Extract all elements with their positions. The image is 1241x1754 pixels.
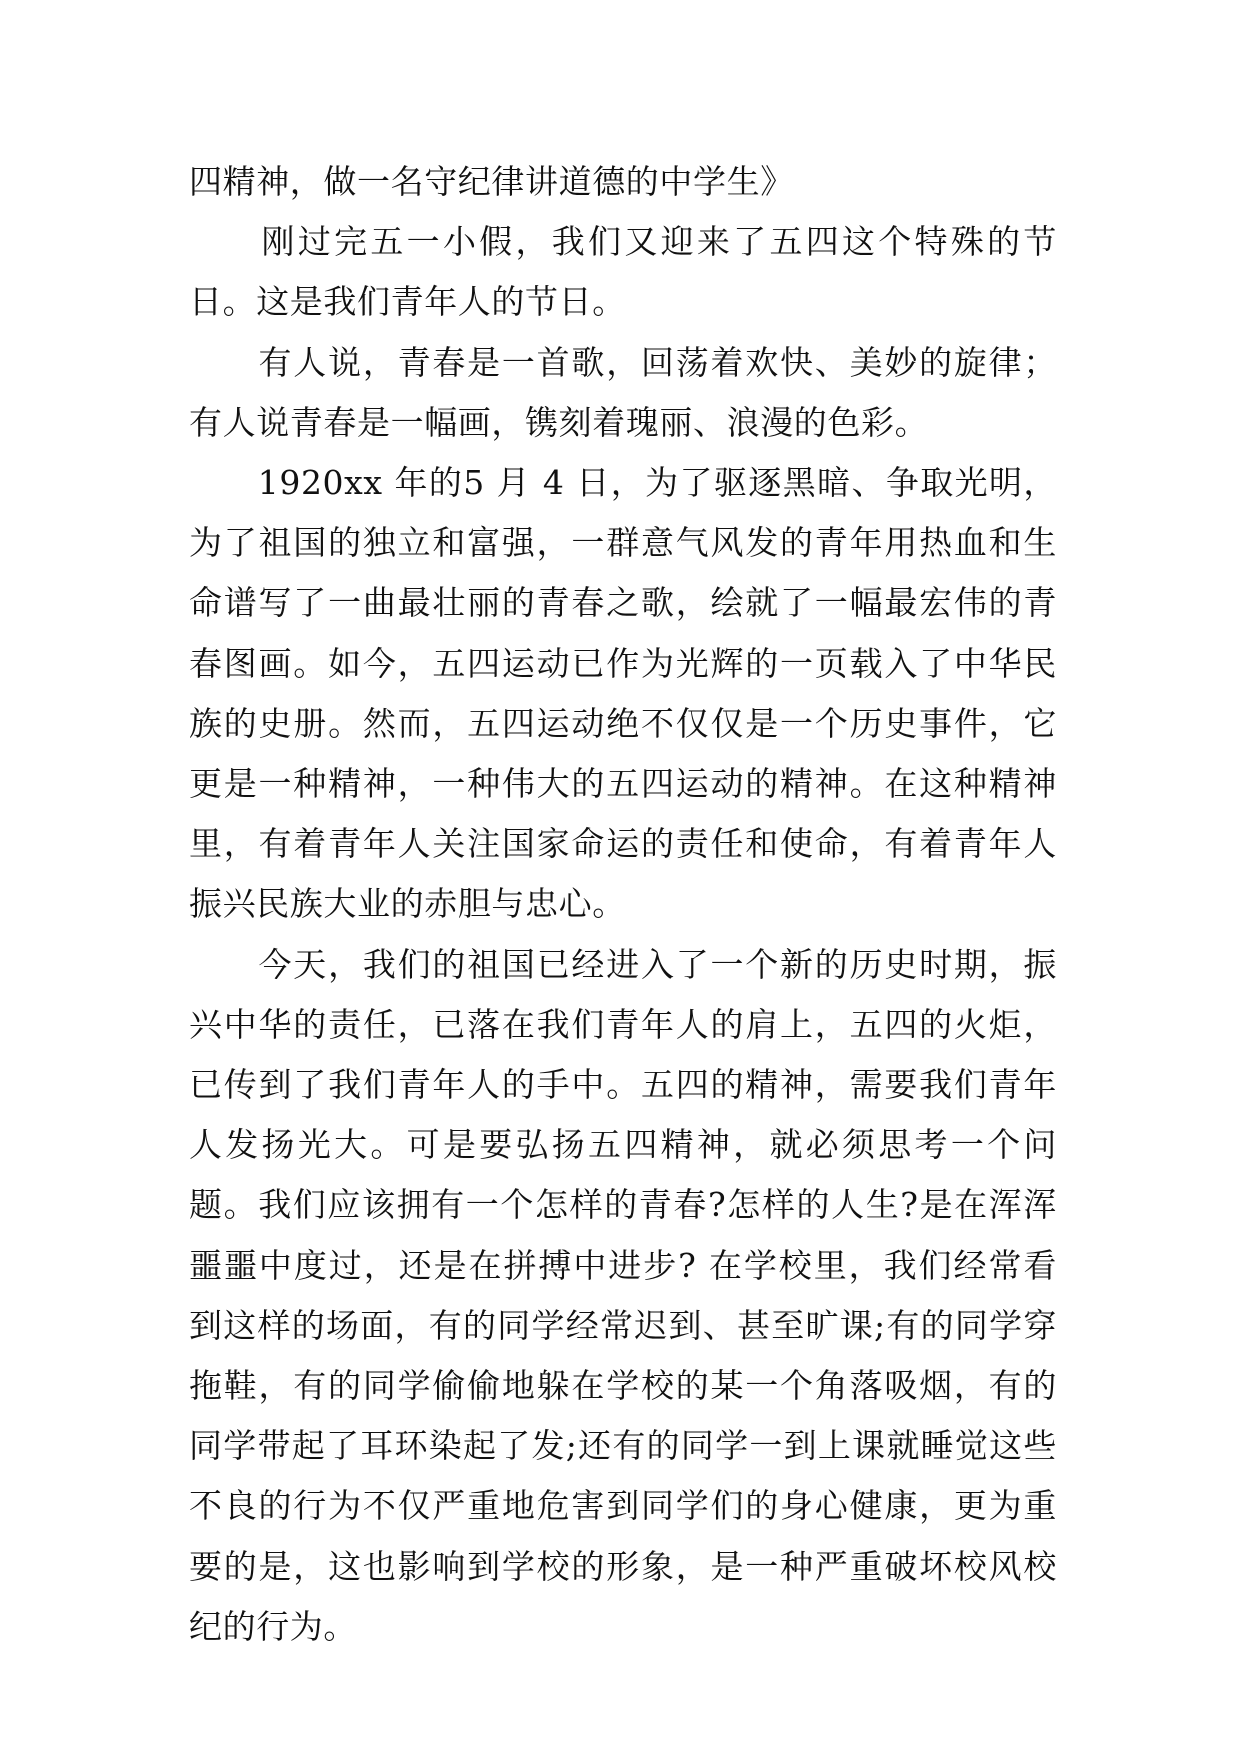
paragraph: 四精神，做一名守纪律讲道德的中学生》 [189, 162, 794, 201]
paragraph: 刚过完五一小假，我们又迎来了五四这个特殊的节日。这是我们青年人的节日。 [189, 222, 1057, 322]
paragraph: 今天，我们的祖国已经进入了一个新的历史时期，振兴中华的责任，已落在我们青年人的肩上，五四的火炬，已传到了我们青年人的手中。五四的精神，需要我们青年人发扬光大。可是要弘扬五四精神，就必须思考一个问题。我们应该拥有一个怎样的青春?怎样的人生?是在浑浑噩噩中度过，还是在拼搏中进步? 在学校里，我们经常看到这样的场面，有的同学经常迟到、甚至旷课;有的同学穿拖鞋，有的同学偷偷地躲在学校的某一个角落吸烟，有的同学带起了耳环染起了发;还有的同学一到上课就睡觉这些不良的行为不仅严重地危害到同学们的身心健康，更为重要的是，这也影响到学校的形象，是一种严重破坏校风校纪的行为。 [189, 944, 1057, 1646]
document-body [189, 152, 1057, 1657]
paragraph: 1920xx 年的5 月 4 日，为了驱逐黑暗、争取光明，为了祖国的独立和富强，一群意气风发的青年用热血和生命谱写了一曲最壮丽的青春之歌，绘就了一幅最宏伟的青春图画。如今，五四运动已作为光辉的一页载入了中华民族的史册。然而，五四运动绝不仅仅是一个历史事件，它更是一种精神，一种伟大的五四运动的精神。在这种精神里，有着青年人关注国家命运的责任和使命，有着青年人振兴民族大业的赤胆与忠心。 [189, 463, 1057, 924]
paragraph: 有人说，青春是一首歌，回荡着欢快、美妙的旋律；有人说青春是一幅画，镌刻着瑰丽、浪漫的色彩。 [189, 342, 1057, 442]
